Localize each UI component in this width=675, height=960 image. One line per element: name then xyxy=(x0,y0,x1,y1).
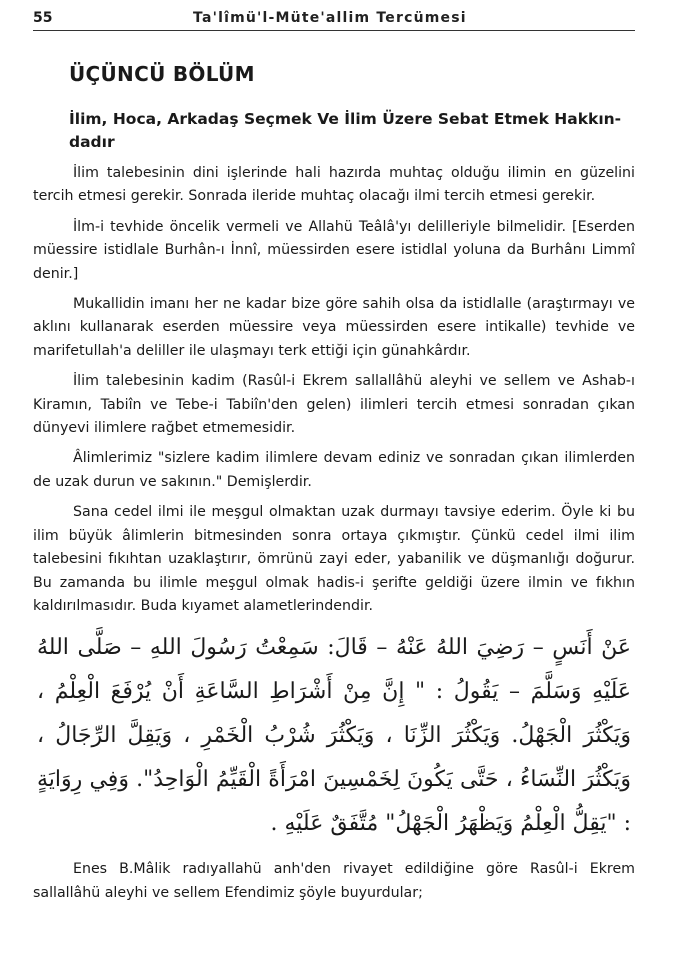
paragraph-5: Âlimlerimiz "sizlere kadim ilimlere devam ediniz ve sonradan çıkan ilimlerden de uzak durun ve sakının." Demişlerdir. xyxy=(33,450,635,490)
running-header xyxy=(33,8,635,31)
chapter-title: ÜÇÜNCÜ BÖLÜM xyxy=(69,62,255,86)
paragraph-2: İlm-i tevhide öncelik vermeli ve Allahü Teâlâ'yı delilleriyle bilmelidir. [Eserden müessire istidlale Burhân-ı İnnî, müessirden esere istidlal yoluna da Burhânı Limmî denir.] xyxy=(33,218,635,282)
section-title: İlim, Hoca, Arkadaş Seçmek Ve İlim Üzere Sebat Etmek Hakkın-dadır xyxy=(69,110,622,151)
page-content xyxy=(33,62,635,912)
paragraph-3: Mukallidin imanı her ne kadar bize göre sahih olsa da istidlalle (araştırmayı ve aklını kullanarak eserden müessire veya müessirden esere intikalle) tevhide ve marifetullah'a deliller ile ulaşmayı terk ettiği için günahkârdır. xyxy=(33,296,635,359)
page-number: 55 xyxy=(33,10,53,26)
paragraph-6: Sana cedel ilmi ile meşgul olmaktan uzak durmayı tavsiye ederim. Öyle ki bu ilim büyük âlimlerin bitmesinden sonra ortaya çıkmıştır. Çünkü cedel ilmi ilim talebesini fıkıhtan uzaklaştırır, ömrünü zayi eder, yabanilik ve düşmanlığı doğurur. Bu zamanda bu ilimle meşgul olmak hadis-i şerifte geldiği üzere ilmin ve fıkhın kaldırılmasıdır. Buda kıyamet alametlerindendir. xyxy=(33,504,635,614)
closing-paragraph: Enes B.Mâlik radıyallahü anh'den rivayet edildiğine göre Rasûl-i Ekrem sallallâhü aleyhi ve sellem Efendimiz şöyle buyurdular; xyxy=(33,861,635,901)
paragraph-1: İlim talebesinin dini işlerinde hali hazırda muhtaç olduğu ilimin en güzelini tercih etmesi gerekir. Sonrada ileride muhtaç olacağı ilmi tercih etmesi gerekir. xyxy=(33,165,635,205)
running-title: Ta'lîmü'l-Müte'allim Tercümesi xyxy=(193,10,467,26)
arabic-hadith-text: عَنْ أَنَسٍ – رَضِيَ اللهُ عَنْهُ – قَالَ: سَمِعْتُ رَسُولَ اللهِ – صَلَّى اللهُ عَلَيْهِ وَسَلَّمَ – يَقُولُ : " إِنَّ مِنْ أَشْرَاطِ السَّاعَةِ أَنْ يُرْفَعَ الْعِلْمُ ، وَيَكْثُرَ الْجَهْلُ. وَيَكْثُرَ الزِّنَا ، وَيَكْثُرَ شُرْبُ الْخَمْرِ ، وَيَقِلَّ الرِّجَالُ ، وَيَكْثُرَ النِّسَاءُ ، حَتَّى يَكُونَ لِخَمْسِينَ امْرَأَةً الْقَيِّمُ الْوَاحِدُ". وَفِي رِوَايَةٍ : "يَقِلُّ الْعِلْمُ وَيَظْهَرُ الْجَهْلُ" مُتَّفَقٌ عَلَيْهِ . xyxy=(37,635,631,837)
paragraph-4: İlim talebesinin kadim (Rasûl-i Ekrem sallallâhü aleyhi ve sellem ve Ashab-ı Kiramın, Tabiîn ve Tebe-i Tabiîn'den gelen) ilimleri tercih etmesi sonradan çıkan dünyevi ilimlere rağbet etmemesidir. xyxy=(33,373,635,437)
